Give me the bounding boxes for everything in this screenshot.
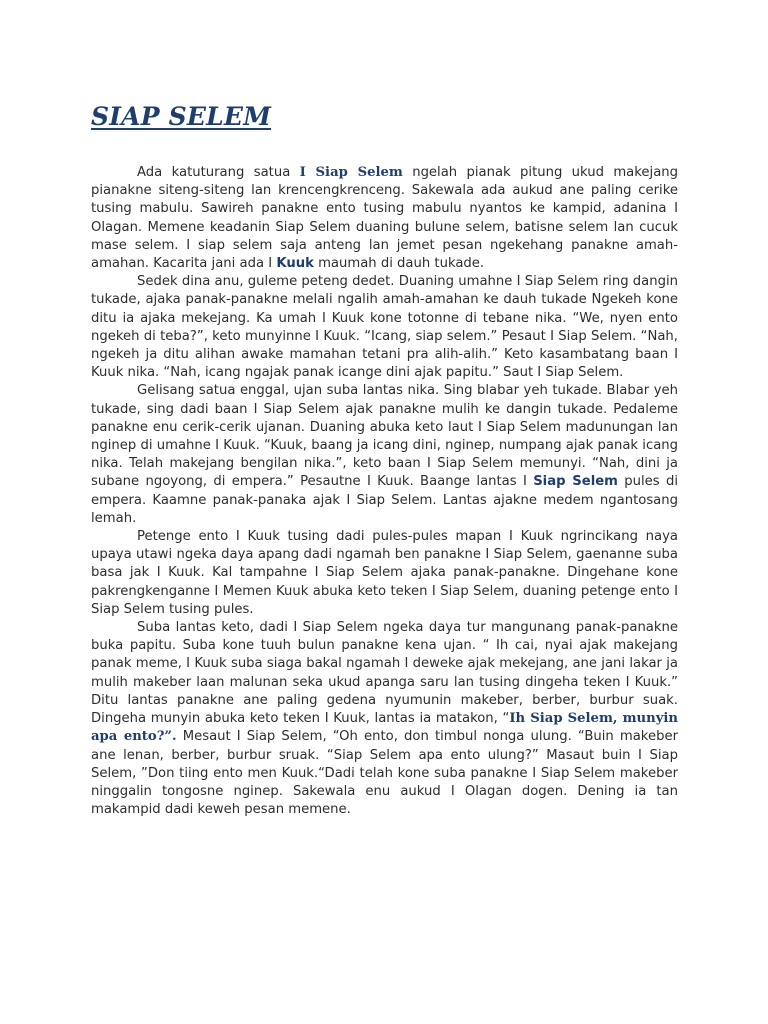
text-run: Sedek dina anu, guleme peteng dedet. Duaning umahne I Siap Selem ring dangin tukade, ajaka panak-panakne melali ngalih amah-amahan ke dauh tukade Ngekeh kone ditu ia ajaka mekejang. Ka umah I Kuuk kone totonne di tebane nika. “We, nyen ento ngekeh di teba?”, keto munyinne I Kuuk. “Icang, siap selem.” Pesaut I Siap Selem. “Nah, ngekeh ja ditu alihan awake mamahan tetani pra alih-alih.” Keto kasambatang baan I Kuuk nika. “Nah, icang ngajak panak icange dini ajak papitu.” Saut I Siap Selem. (91, 274, 678, 381)
paragraph (91, 273, 678, 382)
text-run: maumah di dauh tukade. (313, 256, 485, 272)
document-title: SIAP SELEM (91, 102, 272, 131)
text-run: Suba lantas keto, dadi I Siap Selem ngeka daya tur mangunang panak-panakne buka papitu. Suba kone tuuh bulun panakne kena ujan. “ Ih cai, nyai ajak makejang panak meme, I Kuuk suba siaga bakal ngamah I deweke ajak mekejang, ane jani lakar ja mulih makeber laan malunan seka ukud apanga saru lan tusing dingeha teken I Kuuk.” Ditu lantas panakne ane paling gedena nyumunin makeber, berber, burbur suak. Dingeha munyin abuka keto teken I Kuuk, lantas ia matakon, “ (91, 620, 678, 727)
text-run: ngelah pianak pitung ukud makejang pianakne siteng-siteng lan krencengkrenceng. Sakewala ada aukud ane paling cerike tusing mabulu. Sawireh panakne ento tusing mabulu nyantos ke kampid, adanina I Olagan. Memene keadanin Siap Selem duaning bulune selem, batisne selem lan cucuk mase selem. I siap selem saja anteng lan jemet pesan ngekehang panakne amah-amahan. Kacarita jani ada I (91, 165, 679, 272)
text-run: pules di empera. Kaamne panak-panaka ajak I Siap Selem. Lantas ajakne medem ngantosang lemah. (91, 474, 678, 526)
paragraph (91, 528, 678, 619)
emphasized-text: Ih Siap Selem, munyin apa ento?”. (91, 711, 678, 745)
text-run: Gelisang satua enggal, ujan suba lantas nika. Sing blabar yeh tukade. Blabar yeh tukade, sing dadi baan I Siap Selem ajak panakne mulih ke dangin tukade. Pedaleme panakne enu cerik-cerik ujanan. Duaning abuka keto laut I Siap Selem madunungan lan nginep di umahne I Kuuk. “Kuuk, baang ja icang dini, nginep, numpang ajak panak icang nika. Telah makejang bengilan nika.”, keto baan I Siap Selem memunyi. “Nah, dini ja subane ngoyong, di empera.” Pesautne I Kuuk. Baange lantas I (91, 383, 678, 490)
paragraph (91, 164, 678, 273)
emphasized-text: I Siap Selem (299, 165, 403, 180)
paragraph (91, 619, 678, 819)
text-run: Mesaut I Siap Selem, “Oh ento, don timbul nonga ulung. “Buin makeber ane lenan, berber, burbur sruak. “Siap Selem apa ento ulung?” Masaut buin I Siap Selem, ”Don tiing ento men Kuuk.“Dadi telah kone suba panakne I Siap Selem makeber ninggalin tongosne nginep. Sakewala enu aukud I Olagan dogen. Dening ia tan makampid dadi keweh pesan memene. (91, 729, 678, 818)
document-body (91, 164, 678, 819)
text-run: Petenge ento I Kuuk tusing dadi pules-pules mapan I Kuuk ngrincikang naya upaya utawi ngeka daya apang dadi ngamah ben panakne I Siap Selem, gaenanne suba basa jak I Kuuk. Kal tampahne I Siap Selem ajaka panak-panakne. Dingehane kone pakrengkenganne I Memen Kuuk abuka keto teken I Siap Selem, duaning petenge ento I Siap Selem tusing pules. (91, 529, 678, 617)
emphasized-text: Kuuk (276, 256, 314, 272)
paragraph (91, 382, 678, 528)
emphasized-text: Siap Selem (533, 474, 618, 490)
text-run: Ada katuturang satua (137, 165, 300, 180)
